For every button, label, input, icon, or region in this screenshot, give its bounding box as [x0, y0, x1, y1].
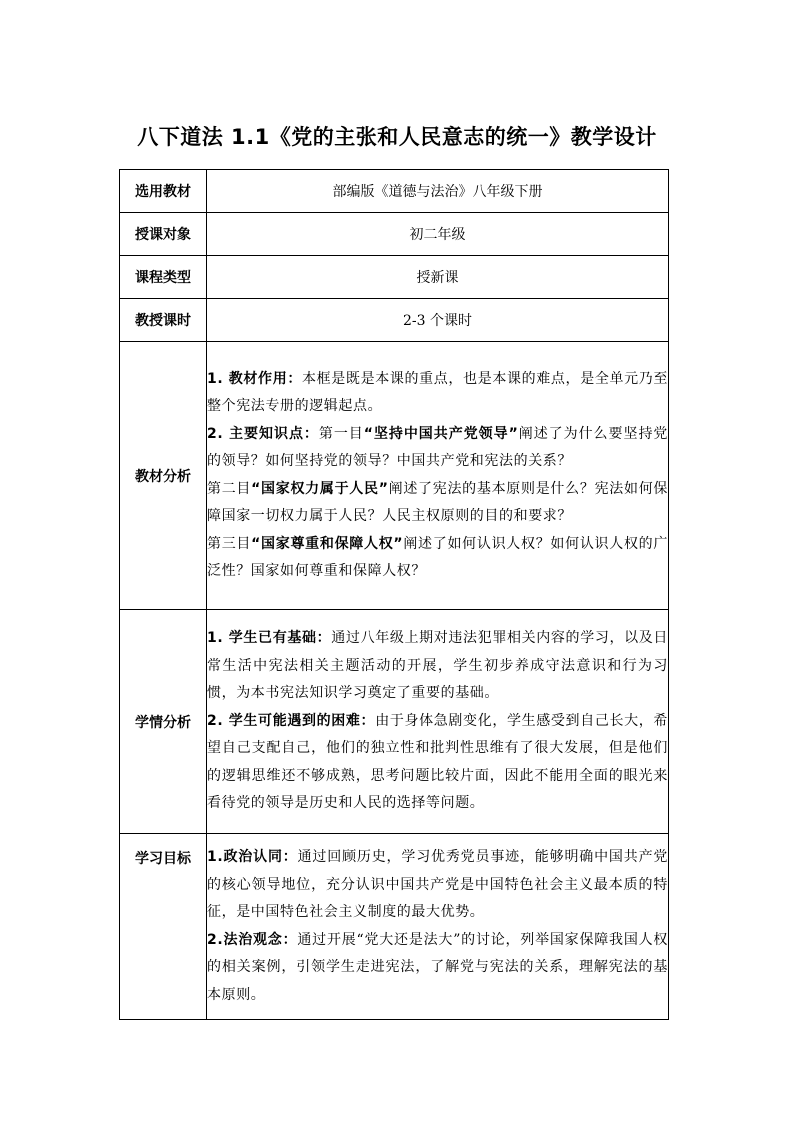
row-label: 学习目标 — [120, 834, 207, 1020]
paragraph — [207, 625, 668, 708]
student-analysis-content — [207, 610, 669, 834]
paragraph-text: 通过开展“党大还是法大”的讨论，列举国家保障我国人权的相关案例，引领学生走进宪法，了解党与宪法的关系，理解宪法的基本原则。 — [207, 931, 668, 1003]
table-row — [120, 170, 669, 213]
paragraph-lead: 1. 学生已有基础： — [207, 630, 332, 647]
table-row — [120, 834, 669, 1020]
paragraph-text: 通过回顾历史，学习优秀党员事迹，能够明确中国共产党的核心领导地位，充分认识中国共产党是中国特色社会主义最本质的特征，是中国特色社会主义制度的最大优势。 — [207, 849, 668, 920]
paragraph-text: 本框是既是本课的重点，也是本课的难点，是全单元乃至整个宪法专册的逻辑起点。 — [207, 370, 669, 414]
topic-quote: “国家尊重和保障人权” — [251, 535, 404, 552]
topic-quote: “国家权力属于人民” — [251, 480, 389, 497]
paragraph-text: 通过八年级上期对违法犯罪相关内容的学习，以及日常生活中宪法相关主题活动的开展，学生初步养成守法意识和行为习惯，为本书宪法知识学习奠定了重要的基础。 — [207, 630, 668, 702]
row-value: 2-3 个课时 — [207, 299, 669, 342]
learning-goals-content — [207, 834, 669, 1020]
paragraph — [207, 708, 668, 818]
paragraph-lead: 2. 学生可能遇到的困难： — [207, 712, 376, 729]
paragraph-text: 第一目 — [318, 425, 364, 442]
paragraph-text: 阐述了如何认识人权？如何认识人权的广泛性？国家如何尊重和保障人权？ — [207, 535, 668, 579]
paragraph-text: 第三目 — [207, 535, 252, 552]
paragraph — [207, 927, 668, 1010]
textbook-analysis-content — [207, 342, 669, 610]
row-value: 部编版《道德与法治》八年级下册 — [207, 170, 669, 213]
table-row — [120, 213, 669, 256]
table-row — [120, 342, 669, 610]
row-value: 初二年级 — [207, 213, 669, 256]
page-title: 八下道法 1.1《党的主张和人民意志的统一》教学设计 — [137, 125, 657, 149]
paragraph-lead: 1. 教材作用： — [207, 370, 302, 387]
paragraph-text: 阐述了宪法的基本原则是什么？宪法如何保障国家一切权力属于人民？人民主权原则的目的和要求？ — [207, 480, 668, 524]
paragraph-lead: 2. 主要知识点： — [207, 425, 319, 442]
table-row — [120, 299, 669, 342]
row-label: 教材分析 — [120, 342, 207, 610]
paragraph — [207, 531, 668, 586]
paragraph — [207, 366, 668, 421]
row-value: 授新课 — [207, 256, 669, 299]
row-label: 教授课时 — [120, 299, 207, 342]
paragraph-lead: 2.法治观念： — [207, 931, 298, 948]
paragraph-text: 阐述了为什么要坚持党的领导？如何坚持党的领导？中国共产党和宪法的关系？ — [207, 425, 668, 469]
paragraph-lead: 1.政治认同： — [207, 849, 298, 865]
paragraph-text: 由于身体急剧变化，学生感受到自己长大，希望自己支配自己，他们的独立性和批判性思维有了很大发展，但是他们的逻辑思维还不够成熟，思考问题比较片面，因此不能用全面的眼光来看待党的领导是历史和人民的选择等问题。 — [207, 712, 669, 812]
row-label: 学情分析 — [120, 610, 207, 834]
table-row — [120, 610, 669, 834]
row-label: 选用教材 — [120, 170, 207, 213]
row-label: 课程类型 — [120, 256, 207, 299]
row-label: 授课对象 — [120, 213, 207, 256]
lesson-plan-table — [119, 169, 669, 1020]
table-row — [120, 256, 669, 299]
paragraph — [207, 476, 668, 531]
paragraph-text: 第二目 — [207, 480, 252, 497]
paragraph — [207, 844, 668, 927]
paragraph — [207, 421, 668, 476]
topic-quote: “坚持中国共产党领导” — [363, 425, 519, 442]
